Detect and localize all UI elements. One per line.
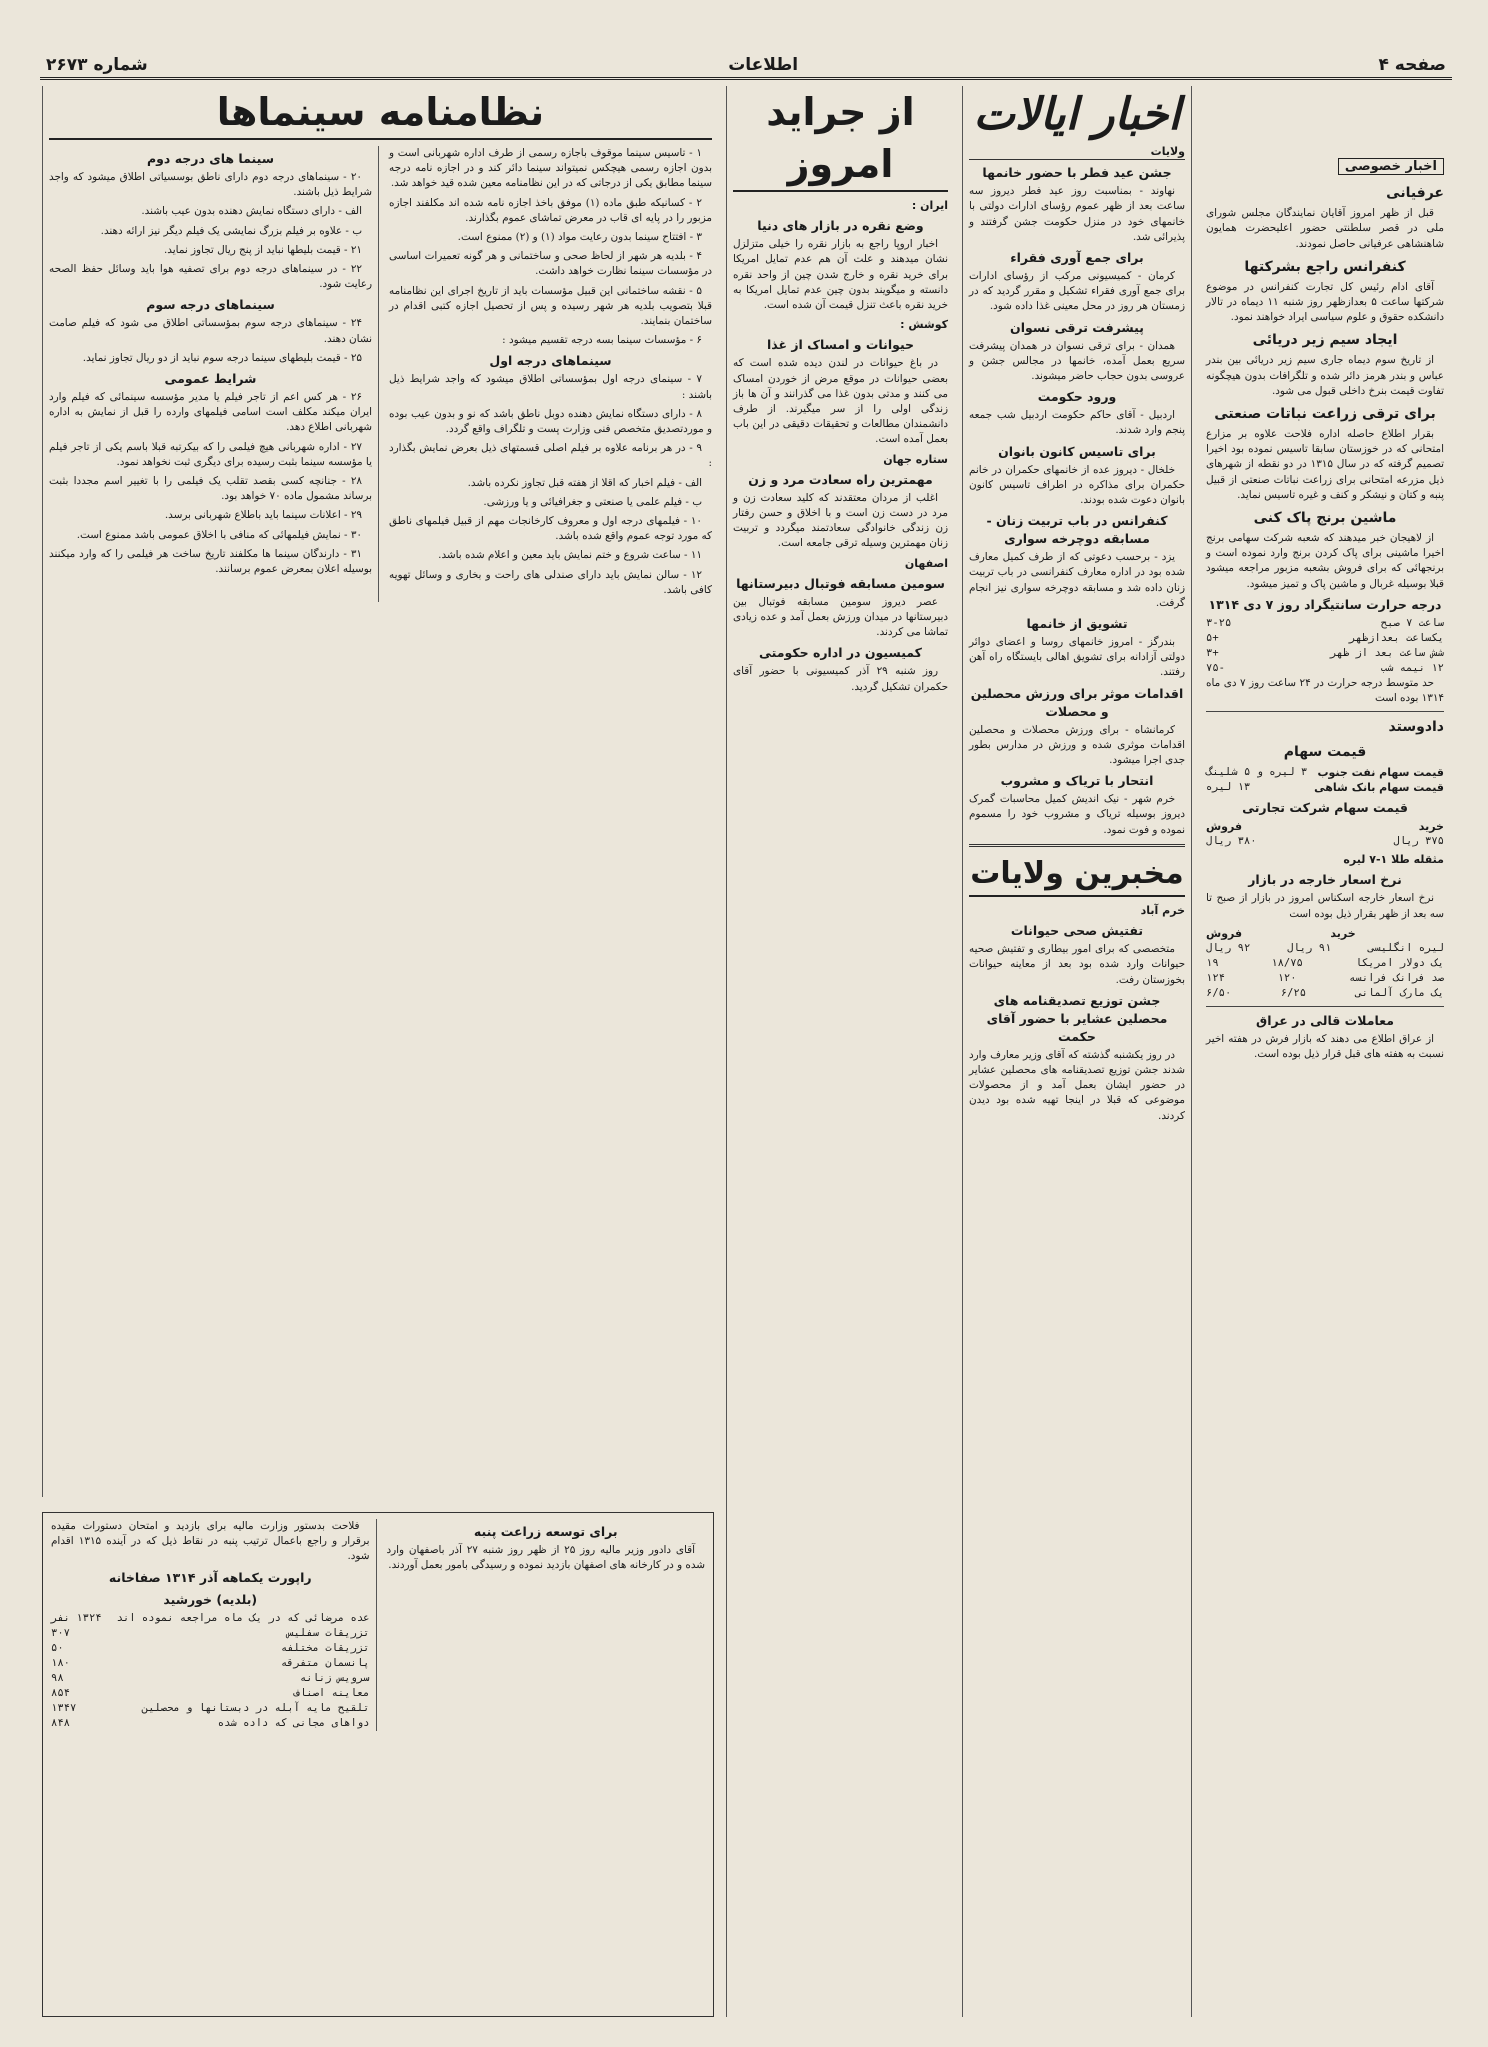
news-item: پیشرفت ترقی نسوان همدان - برای ترقی نسوان در همدان پیشرفت سریع بعمل آمده، خانمها در مجالس جشن و عروسی بدون حجاب حاضر میشوند. xyxy=(969,319,1185,383)
press-headline: از جراید امروز xyxy=(733,86,948,192)
provinces-section: ولایات xyxy=(969,144,1185,160)
company-value-row: ۳۷۵ ریال ۳۸۰ ریال xyxy=(1206,835,1444,848)
report-row: تلقیح مایه آبله در دبستانها و محصلین ۱۳۴۷ xyxy=(51,1701,370,1714)
share-row: قیمت سهام نفت جنوب ۳ لیره و ۵ شلینگ xyxy=(1206,766,1444,780)
news-item: عرفیانی قبل از ظهر امروز آقایان نمایندگان مجلس شورای ملی در قصر سلطنتی حضور اعلیحضرت همایون شاهنشاهی عرفیانی حاصل نمودند. xyxy=(1206,185,1444,250)
news-item: تشویق از خانمها بندرگز - امروز خانمهای روسا و اعضای دوائر دولتی آزادانه برای تشویق اهالی بایستگاه راه آهن رفتند. xyxy=(969,616,1185,679)
column-press xyxy=(726,86,954,2017)
bottom-box-left: فلاحت بدستور وزارت مالیه برای بازدید و امتحان دستورات مقیده برقرار و راجع باعمال ترتیب پنبه در نقاط ذیل که در آینده ۱۳۱۵ اقدام شود. راپورت یکماهه آذر ۱۳۱۴ صفاخانه (بلدیه) خورشید عده مرضائی که در یک ماه مراجعه نموده اند ۱۳۲۴ نفر تزریقات سفلیس ۳۰۷ تزریقات مختلفه ۵۰ پانسمان متفرقه ۱۸۰ سرویس زنانه ۹۸ معاینه اصناف ۸۵۴ تلقیح مایه آبله در دبستانها و محصلین ۱۳۴۷ دواهای مجانی که داده شده ۸۴۸ xyxy=(51,1519,377,1731)
news-item: برای ترقی زراعت نباتات صنعتی بقرار اطلاع حاصله اداره فلاحت علاوه بر مزارع امتحانی که در خوزستان سابقا تاسیس نموده بود اخیرا تصمیم گرفته که در سال ۱۳۱۵ در دو نقطه از شهرهای ذیل مزرعه امتحانی برای زراعت نباتات صنعتی از قبیل پنبه و کتان و نیشکر و کنف و غیره تاسیس نماید. xyxy=(1206,406,1444,501)
cinema-col-b: سینما های درجه دوم ۲۰ - سینماهای درجه دوم دارای ناطق بوسسیاتی اطلاق میشود که واجد شرایط ذیل باشند. الف - دارای دستگاه نمایش دهنده بدون عیب باشند. ب - علاوه بر فیلم بزرگ نمایشی یک فیلم دیگر نیز ارائه دهند. ۲۱ - قیمت بلیطها نباید از پنج ریال تجاوز نماید. ۲۲ - در سینماهای درجه دوم برای تصفیه هوا باید وسائل حفظ الصحه رعایت شود. سینماهای درجه سوم ۲۴ - سینماهای درجه سوم بمؤسساتی اطلاق می شود که فیلم صامت نشان دهند. ۲۵ - قیمت بلیطهای سینما درجه سوم نباید از دو ریال تجاوز نماید. شرایط عمومی ۲۶ - هر کس اعم از تاجر فیلم یا مدیر مؤسسه سینمائی که فیلم وارد ایران میکند مکلف است اسامی فیلمهای وارده را قبل از نمایش به اداره شهربانی اطلاع دهد. ۲۷ - اداره شهربانی هیچ فیلمی را که بیکرتبه قبلا باسم یکی از تاجر فیلم یا مؤسسه سینما بثبت رسیده برای دیگری ثبت نخواهد نمود. ۲۸ - جنانچه کسی بقصد تقلب یک فیلمی را با تغییر اسم مجددا بثبت برساند مشمول ماده ۷۰ خواهد بود. ۲۹ - اعلانات سینما باید باطلاع شهربانی برسد. ۳۰ - نمایش فیلمهائی که منافی با اخلاق عمومی باشد ممنوع است. ۳۱ - دارندگان سینما ها مکلفند تاریخ ساخت هر فیلمی را که وارد میکنند بوسیله اعلان بمعرض عموم برسانند. xyxy=(49,146,379,602)
company-header-row: خرید فروش xyxy=(1206,820,1444,834)
news-item: کمیسیون در اداره حکومتی روز شنبه ۲۹ آذر کمیسیونی با حضور آقای حکمران تشکیل گردید. xyxy=(733,645,948,693)
columns xyxy=(42,86,1450,2017)
report-row: پانسمان متفرقه ۱۸۰ xyxy=(51,1656,370,1669)
report-row: عده مرضائی که در یک ماه مراجعه نموده اند ۱۳۲۴ نفر xyxy=(51,1611,370,1624)
fx-header-row: خرید فروش xyxy=(1206,926,1356,940)
news-item: برای تاسیس کانون بانوان خلخال - دیروز عده از خانمهای حکمران در خانم حکمران برای مذاکره در اطراف تاسیس کانون بانوان دعوت شده بودند. xyxy=(969,443,1185,507)
grade2-title: سینما های درجه دوم xyxy=(147,151,274,166)
report-row: تزریقات سفلیس ۳۰۷ xyxy=(51,1626,370,1639)
shares-title: قیمت سهام xyxy=(1283,744,1367,761)
market-title: دادوستد xyxy=(1388,719,1444,736)
weather-row: شش ساعت بعد از ظهر +۳ xyxy=(1206,646,1444,659)
cinema-col-a: ۱ - تاسیس سینما موقوف باجازه رسمی از طرف اداره شهربانی است و بدون اجازه رسمی هیچکس نمیتواند سینما دائر کند و در اجازه نامه درجه سینما مطابق یکی از درجاتی که در این نظامنامه معین شده قید خواهد شد. ۲ - کسانیکه طبق ماده (۱) موفق باخذ اجازه نامه شده اند مکلفند اجازه مزبور را در پایه ای قاب در معرض تماشای عموم بگذارند. ۳ - افتتاح سینما بدون رعایت مواد (۱) و (۲) ممنوع است. ۴ - بلدیه هر شهر از لحاظ صحی و ساختمانی و هر گونه تعمیرات اساسی در مؤسسات سینما نظارت خواهد داشت. ۵ - نقشه ساختمانی این قبیل مؤسسات باید از تاریخ اجرای این نظامنامه قبلا بتصویب بلدیه هر شهر رسیده و پس از تحصیل اجازه کتبی اقدام در ساختمان بنمایند. ۶ - مؤسسات سینما بسه درجه تقسیم میشود : سینماهای درجه اول ۷ - سینمای درجه اول بمؤسساتی اطلاق میشود که واجد شرایط ذیل باشند : ۸ - دارای دستگاه نمایش دهنده دوبل ناطق باشد که نو و بدون عیب بوده و موردتصدیق متخصص فنی وزارت پست و تلگراف واقع گردد. ۹ - در هر برنامه علاوه بر فیلم اصلی قسمتهای ذیل بعرض نمایش بگذارد : الف - فیلم اخبار که اقلا از هفته قبل تجاوز نکرده باشد. ب - فیلم علمی یا صنعتی و جغرافیائی و یا ورزشی. ۱۰ - فیلمهای درجه اول و معروف کارخانجات مهم از قبیل فیلمهای ناطق که مورد توجه عموم واقع شده باشد. ۱۱ - ساعت شروع و ختم نمایش باید معین و اعلام شده باشد. ۱۲ - سالن نمایش باید دارای صندلی های راحت و بخاری و وسائل تهویه کافی باشد. xyxy=(389,147,712,596)
cinema-headline: نظامنامه سینماها xyxy=(49,86,712,140)
news-item: جشن توزیع تصدیقنامه های محصلین عشایر با حضور آقای حکمت در روز یکشنبه گذشته که آقای وزیر معارف وارد شدند جشن توزیع تصدیقنامه های محصلین عشایر در حضور ایشان بعمل آمد و از محصولات موضوعی که قبلا در اینجا تهیه شده بود دیدن کردند. xyxy=(969,992,1185,1122)
weather-box: درجه حرارت سانتیگراد روز ۷ دی ۱۳۱۴ ساعت ۷ صبح ۳-۲۵ یکساعت بعدازظهر +۵ شش ساعت بعد از ظهر +۳ ۱۲ نیمه شب -۷۵ حد متوسط درجه حرارت در ۲۴ ساعت روز ۷ دی ماه ۱۳۱۴ بوده است xyxy=(1206,596,1444,705)
report-row: تزریقات مختلفه ۵۰ xyxy=(51,1641,370,1654)
section-label: اخبار خصوصی xyxy=(1338,158,1444,175)
column-provinces xyxy=(962,86,1192,2017)
news-item: برای جمع آوری فقراء کرمان - کمیسیونی مرکب از رؤسای ادارات برای جمع آوری فقراء تشکیل و مقرر گردید که در زمستان هر روز در محل معینی غذا داده شود. xyxy=(969,250,1185,313)
general-title: شرایط عمومی xyxy=(164,371,257,387)
source-label: ستاره جهان xyxy=(883,452,948,466)
news-item: اقدامات موثر برای ورزش محصلین و محصلات کرمانشاه - برای ورزش محصلات و محصلین اقدامات موثری شده و ورزش در مدارس بطور جدی اجرا میشود. xyxy=(969,685,1185,767)
news-item: انتحار با تریاک و مشروب خرم شهر - نیک اندیش کمیل محاسبات گمرک دیروز بوسیله تریاک و مشروب خود را مسموم نموده و فوت نمود. xyxy=(969,773,1185,836)
news-item: جشن عید فطر با حضور خانمها نهاوند - بمناسبت روز عید فطر دیروز سه ساعت بعد از ظهر عموم رؤسای ادارات دولتی با خانمهای خود در منزل حکومت جشن گرفتند و پذیرائی شد. xyxy=(969,165,1185,243)
news-item: ایجاد سیم زیر دریائی از تاریخ سوم دیماه جاری سیم زیر دریائی بین بندر عباس و بندر هرمز دائر شده و تلگرافات بدون هیچگونه تفاوت قیمت بنرخ داخلی قبول می شود. xyxy=(1206,332,1444,397)
report-title: راپورت یکماهه آذر ۱۳۱۴ صفاخانه xyxy=(108,1569,312,1585)
paper-name: اطلاعات xyxy=(728,54,799,75)
news-item: تفتیش صحی حیوانات متخصصی که برای امور بیطاری و تفتیش صحیه حیوانات وارد شده بود بعد از معاینه حیوانات بخوزستان رفت. xyxy=(969,923,1185,986)
masthead xyxy=(40,52,1452,80)
weather-row: یکساعت بعدازظهر +۵ xyxy=(1206,631,1444,644)
news-item: ماشین برنج پاک کنی از لاهیجان خبر میدهند که شعبه شرکت سهامی برنج اخیرا ماشینی برای پاک کردن برنج وارد نموده است و برنجهائی که برای فروش بشعبه مزبور مراجعه میشود قبلا بوسیله غربال و ماشین پاک و تمیز میشود. xyxy=(1206,510,1444,590)
fx-row: لیره انگلیسی ۹۱ ریال ۹۲ ریال xyxy=(1206,941,1444,954)
place-label: خرم آباد xyxy=(1140,903,1185,917)
news-item: کنفرانس راجع بشرکتها آقای ادام رئیس کل تجارت کنفرانس در موضوع شرکتها ساعت ۵ بعدازظهر روز شنبه ۱۱ دیماه در تالار دانشکده حقوق و علوم سیاسی ایراد خواهند نمود. xyxy=(1206,258,1444,324)
bottom-box-right: برای توسعه زراعت پنبه آقای دادور وزیر مالیه روز ۲۵ از ظهر روز شنبه ۲۷ آذر باصفهان وارد شده و در کارخانه های اصفهان بازدید نموده و رسیدگی بامور بعمل آوردند. xyxy=(386,1524,705,1572)
source-label: کوشش : xyxy=(900,318,948,332)
press-section: ایران : xyxy=(911,199,948,212)
carpet-text: از عراق اطلاع می دهند که بازار فرش در هفته اخیر نسبت به هفته های قبل قرار ذیل بوده است. xyxy=(1206,1032,1444,1061)
report-subtitle: (بلدیه) خورشید xyxy=(163,1591,258,1607)
grade1-title: سینماهای درجه اول xyxy=(489,353,612,369)
fx-title: نرخ اسعار خارجه در بازار xyxy=(1248,872,1402,888)
column-cinema xyxy=(42,86,718,1497)
carpet-title: معاملات قالی در عراق xyxy=(1256,1012,1394,1028)
column-private-news xyxy=(1200,86,1450,2017)
fx-row: یک مارک آلمانی ۶/۲۵ ۶/۵۰ xyxy=(1206,986,1444,999)
report-row: سرویس زنانه ۹۸ xyxy=(51,1671,370,1684)
cotton-title: برای توسعه زراعت پنبه xyxy=(473,1524,618,1539)
bottom-box xyxy=(42,1512,714,2017)
news-item: مهمترین راه سعادت مرد و زن اغلب از مردان معتقدند که کلید سعادت زن و مرد در دست زن است و با اخلاق و حسن رفتار زن زندگی خانوادگی سعادتمند میگردد و تربیت زنان مهمترین وسیله ترقی جامعه است. xyxy=(733,471,948,550)
company-title: قیمت سهام شرکت تجارتی xyxy=(1242,800,1408,816)
weather-row: ساعت ۷ صبح ۳-۲۵ xyxy=(1206,616,1444,629)
gold-price: مثقله طلا ۱-۷ لیره xyxy=(1343,853,1444,867)
news-item: حیوانات و امساک از غذا در باغ حیوانات در لندن دیده شده است که بعضی حیوانات در موقع مرض از خوردن امساک می کنند و مدتی بدون غذا می گذرانند و آن ها باز زندگی اولی را از سر میگیرند. از طرف دانشمندان مطالعات و تحقیقات دقیقی در این باب بعمل آمده است. xyxy=(733,337,948,446)
fx-note: نرخ اسعار خارجه اسکناس امروز در بازار از صبح تا سه بعد از ظهر بقرار ذیل بوده است xyxy=(1206,892,1444,920)
fx-row: یک دولار امریکا ۱۸/۷۵ ۱۹ xyxy=(1206,956,1444,969)
page-number: صفحه ۴ xyxy=(1378,54,1446,75)
mokhberin-headline: مخبرین ولایات xyxy=(969,853,1185,897)
provinces-headline: اخبار ایالات xyxy=(973,89,1181,140)
source-label: اصفهان xyxy=(904,556,948,570)
weather-row: ۱۲ نیمه شب -۷۵ xyxy=(1206,661,1444,674)
news-item: کنفرانس در باب تربیت زنان - مسابقه دوچرخه سواری یزد - برحسب دعوتی که از طرف کمیل معارف شده بود در اداره معارف کنفرانسی در باب تربیت زنان داده شد و مسابقه دوچرخه سواری نیز انجام گرفت. xyxy=(969,513,1185,609)
news-item: وضع نقره در بازار های دنیا اخبار اروپا راجع به بازار نقره را خیلی متزلزل نشان میدهند و علت آن هم عدم تمایل امریکا برای خرید نقره و خارج شدن چین از واحد نقره دانسته و میگویند بدون چین عدم تمایل امریکا به خرید نقره باعث تنزل قیمت آن شده است. xyxy=(733,218,948,312)
share-row: قیمت سهام بانک شاهی ۱۳ لیره xyxy=(1206,781,1444,795)
news-item: ورود حکومت اردبیل - آقای حاکم حکومت اردبیل شب جمعه پنجم وارد شدند. xyxy=(969,389,1185,437)
report-row: دواهای مجانی که داده شده ۸۴۸ xyxy=(51,1716,370,1729)
news-item: سومین مسابقه فوتبال دبیرستانها عصر دیروز سومین مسابقه فوتبال بین دبیرستانها در میدان ورزش بعمل آمد و عده زیادی تماشا می کردند. xyxy=(733,575,948,639)
fx-row: صد فرانک فرانسه ۱۲۰ ۱۲۴ xyxy=(1206,971,1444,984)
report-row: معاینه اصناف ۸۵۴ xyxy=(51,1686,370,1699)
grade3-title: سینماهای درجه سوم xyxy=(146,297,275,313)
issue-number: شماره ۲۶۷۳ xyxy=(46,54,148,75)
